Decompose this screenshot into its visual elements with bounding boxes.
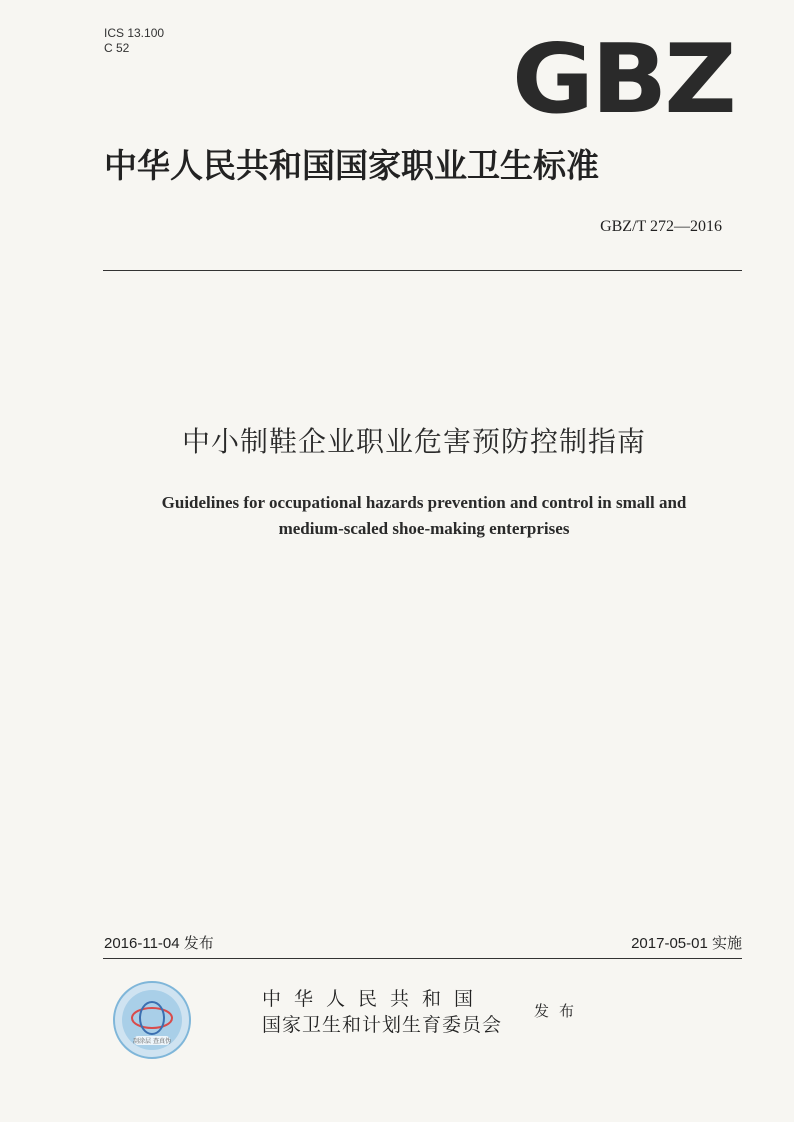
header-divider — [103, 270, 742, 271]
anti-counterfeit-seal-icon — [112, 980, 192, 1060]
document-title-chinese: 中小制鞋企业职业危害预防控制指南 — [181, 425, 646, 458]
publish-label: 发布 — [534, 1002, 585, 1020]
ics-code: ICS 13.100 — [104, 26, 165, 40]
issuer-line-2: 国家卫生和计划生育委员会 — [262, 1014, 503, 1036]
issuing-authority — [262, 986, 502, 1038]
gbz-logo: GBZ — [512, 23, 734, 135]
standard-category-title: 中华人民共和国国家职业卫生标准 — [104, 146, 599, 185]
ccs-code: C 52 — [104, 41, 130, 55]
classification-codes — [104, 26, 164, 56]
issue-date: 2016-11-04 发布 — [104, 935, 214, 952]
implementation-date: 2017-05-01 实施 — [631, 935, 742, 952]
document-title-english-line-2: medium-scaled shoe-making enterprises — [278, 519, 570, 538]
footer-divider — [103, 958, 742, 959]
issuer-line-1: 中华人民共和国 — [262, 988, 487, 1010]
document-title-english-line-1: Guidelines for occupational hazards prevention and control in small and — [161, 493, 687, 512]
document-title-english — [104, 490, 744, 542]
seal-caption: 刮涂层 查真伪 — [133, 1038, 171, 1045]
standard-number: GBZ/T 272—2016 — [600, 218, 722, 235]
